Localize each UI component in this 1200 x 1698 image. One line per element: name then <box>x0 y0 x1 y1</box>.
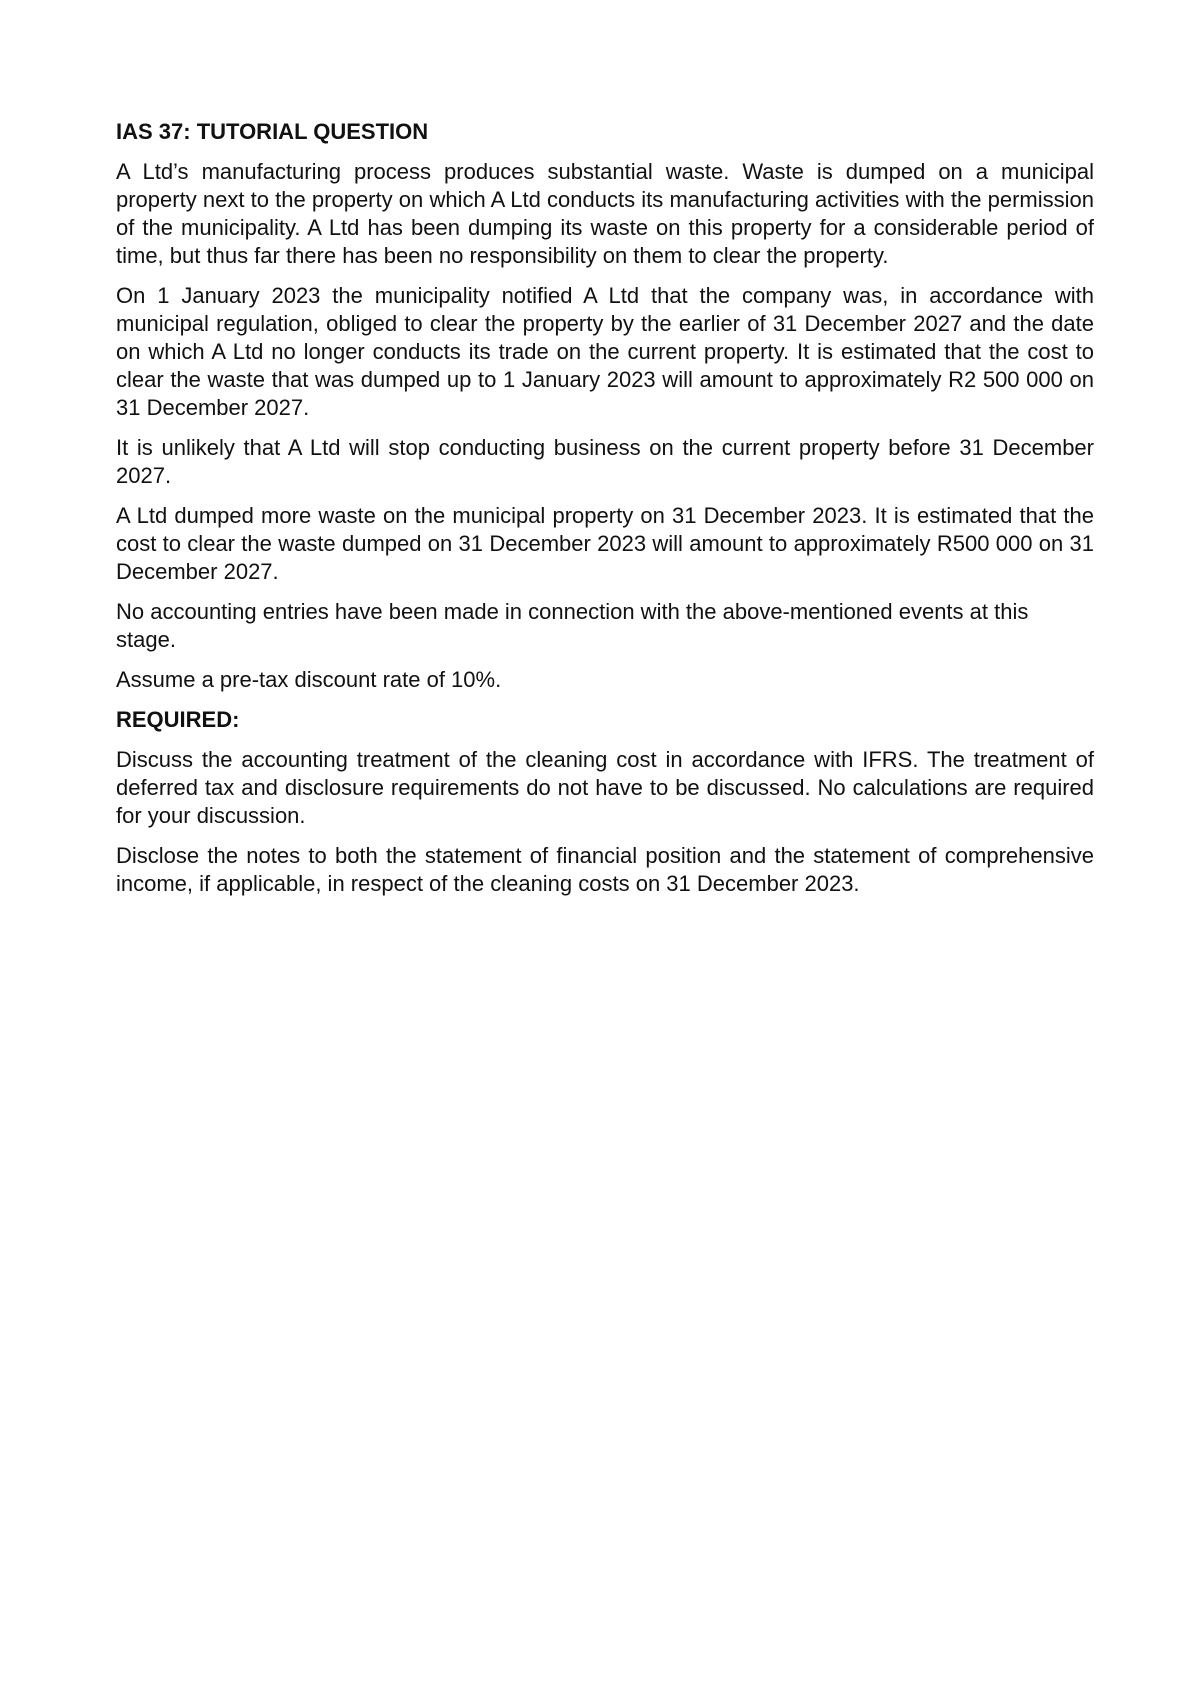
paragraph-notification: On 1 January 2023 the municipality notified A Ltd that the company was, in accordance with municipal regulation, obliged to clear the property by the earlier of 31 December 2027 and the date on which A Ltd no longer conducts its trade on the current property. It is estimated that the cost to clear the waste that was dumped up to 1 January 2023 will amount to approximately R2 500 000 on 31 December 2027. <box>116 283 1094 420</box>
paragraph-discount-rate: Assume a pre-tax discount rate of 10%. <box>116 667 502 692</box>
document-page <box>116 118 1094 910</box>
paragraph-additional-waste: A Ltd dumped more waste on the municipal property on 31 December 2023. It is estimated that the cost to clear the waste dumped on 31 December 2023 will amount to approximately R500 000 on 31 December 2027. <box>116 503 1094 584</box>
paragraph-background: A Ltd’s manufacturing process produces substantial waste. Waste is dumped on a municipal property next to the property on which A Ltd conducts its manufacturing activities with the permission of the municipality. A Ltd has been dumping its waste on this property for a considerable period of time, but thus far there has been no responsibility on them to clear the property. <box>116 159 1094 268</box>
required-discussion: Discuss the accounting treatment of the cleaning cost in accordance with IFRS. The treatment of deferred tax and disclosure requirements do not have to be discussed. No calculations are required for your discussion. <box>116 747 1094 828</box>
paragraph-business-continuity: It is unlikely that A Ltd will stop conducting business on the current property before 31 December 2027. <box>116 435 1094 488</box>
document-title: IAS 37: TUTORIAL QUESTION <box>116 119 429 144</box>
required-heading: REQUIRED: <box>116 707 240 732</box>
paragraph-no-entries: No accounting entries have been made in connection with the above-mentioned events at this stage. <box>116 599 1029 652</box>
required-disclosure: Disclose the notes to both the statement of financial position and the statement of comprehensive income, if applicable, in respect of the cleaning costs on 31 December 2023. <box>116 843 1094 896</box>
